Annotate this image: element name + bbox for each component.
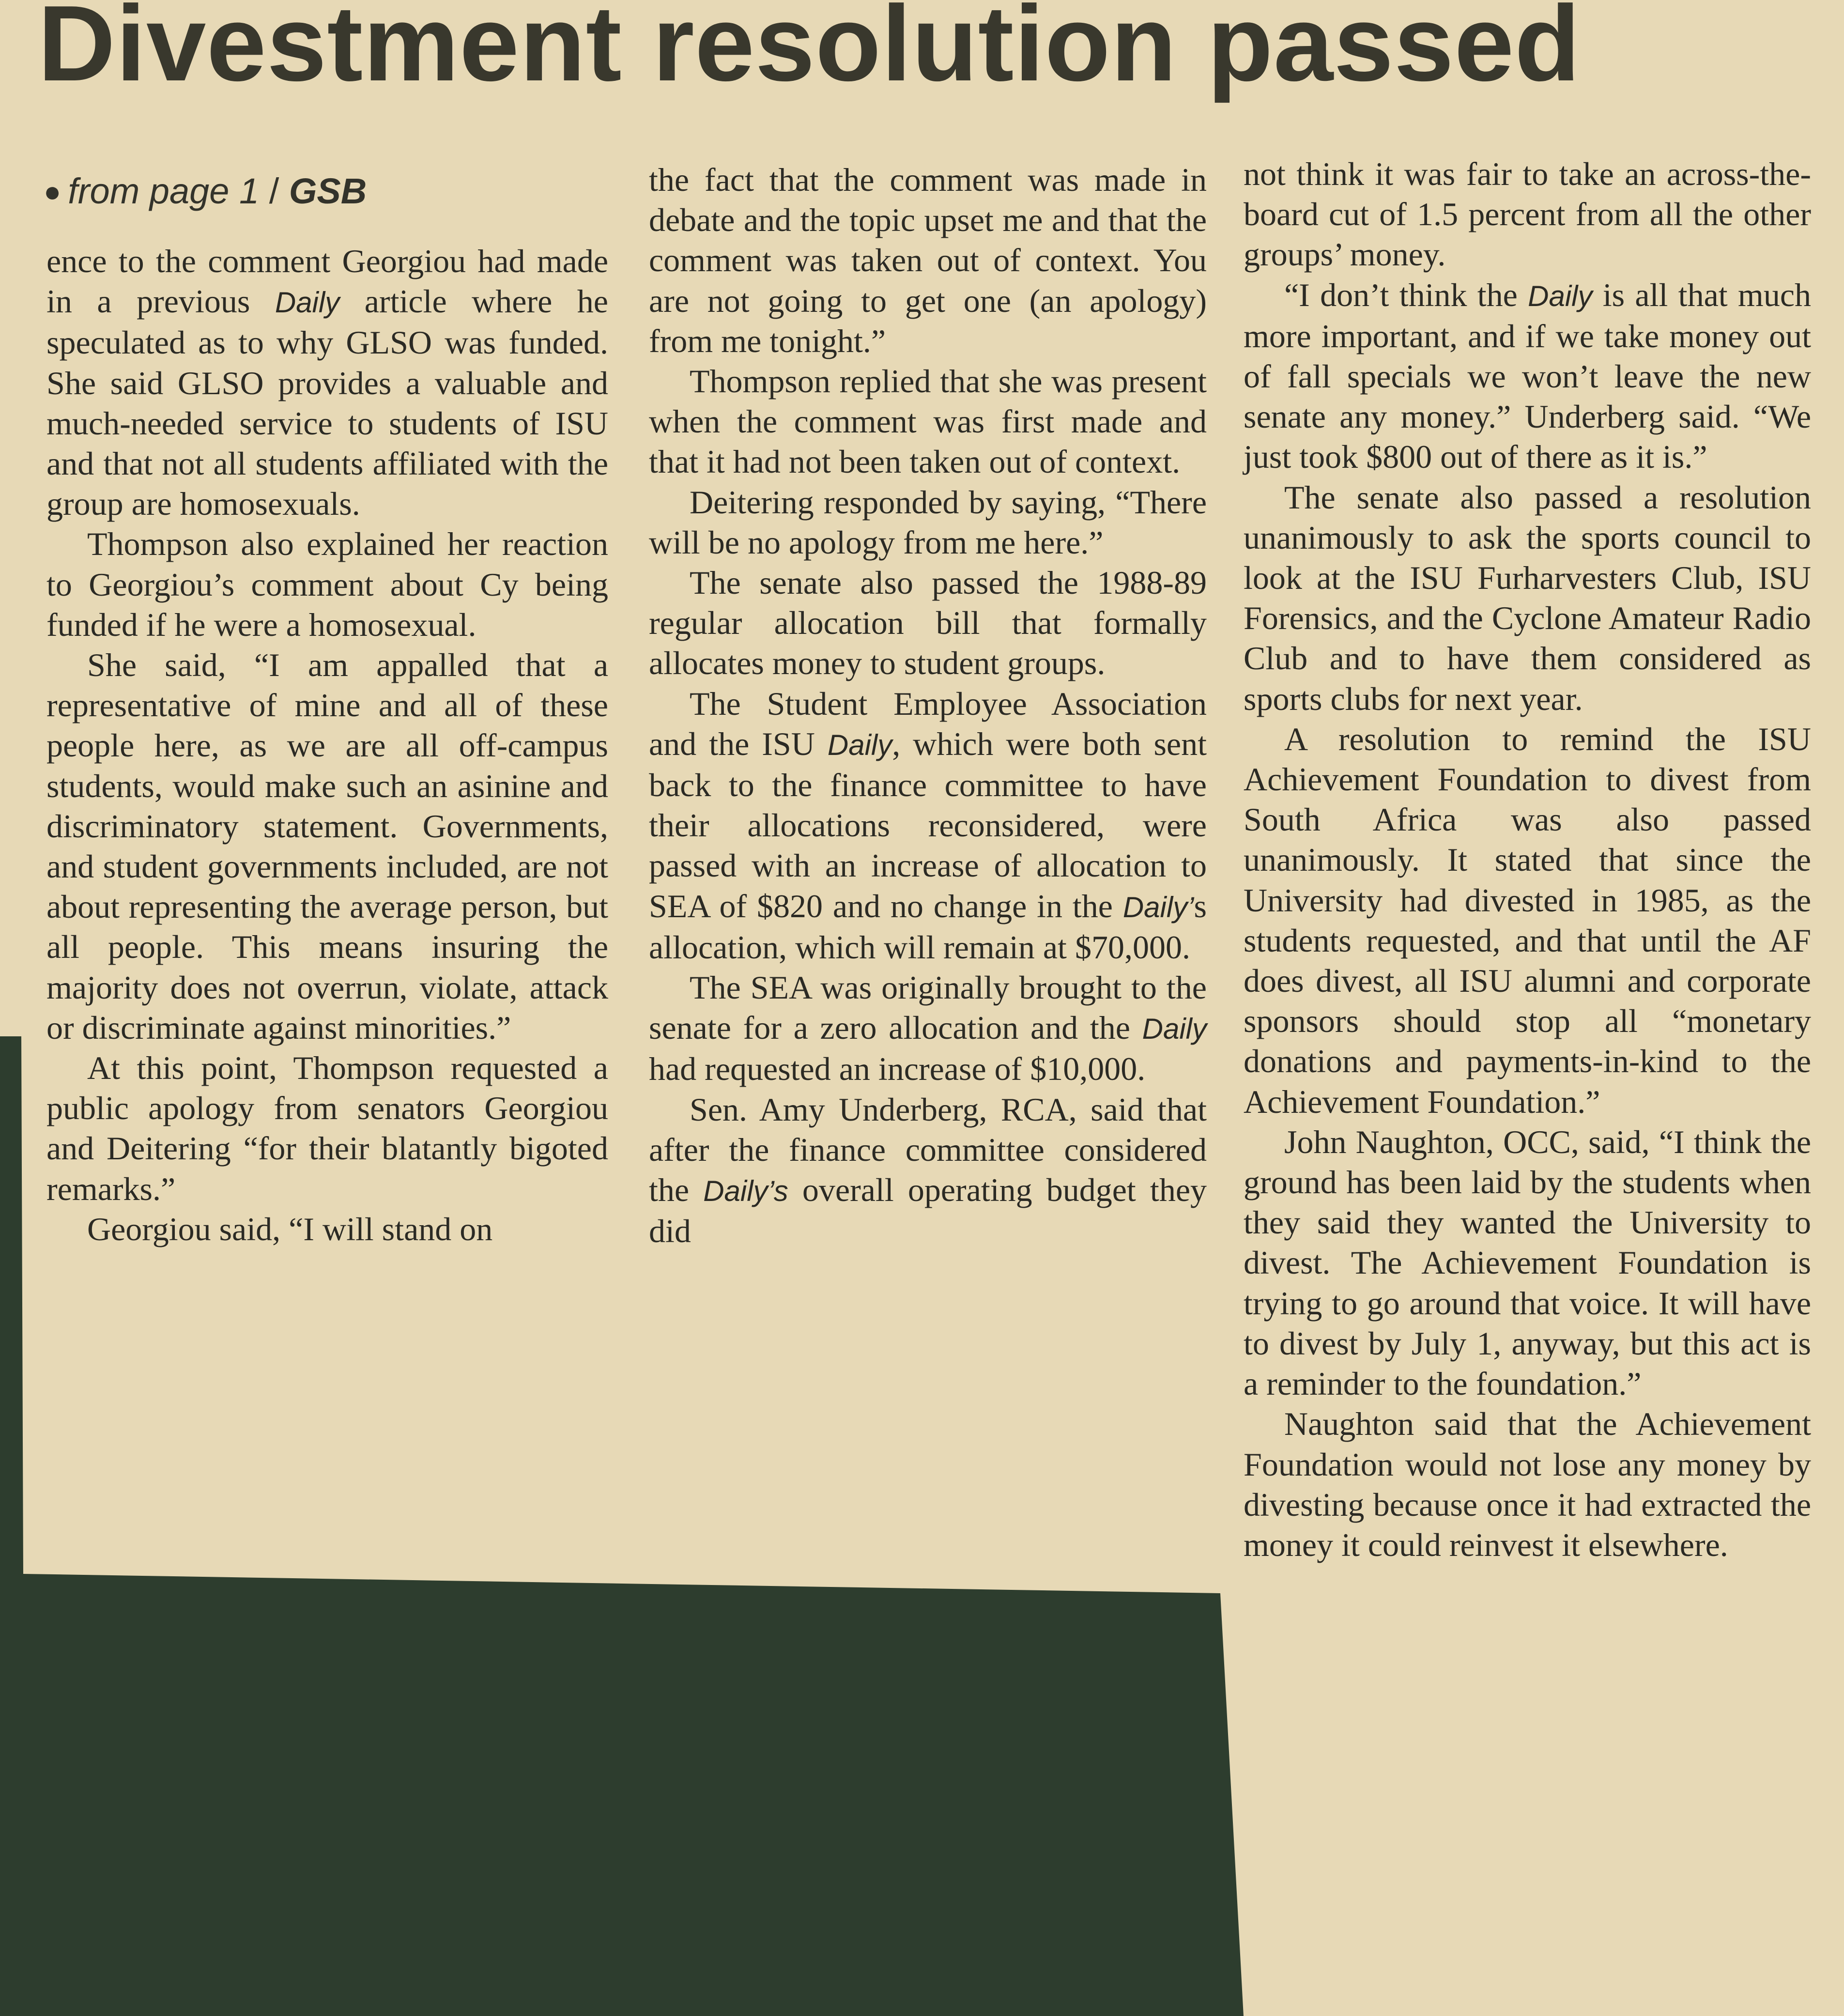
paragraph: Thompson also explained her reaction to Georgiou’s comment about Cy being funded if he were a homosexual. xyxy=(46,525,608,643)
page-reference: from page 1 xyxy=(68,171,260,211)
paragraph: Naughton said that the Achievement Foundation would not lose any money by divesting because once it had extracted the money it could reinvest it elsewhere. xyxy=(1244,1405,1811,1563)
section-tag: GSB xyxy=(289,171,367,211)
continuation-line xyxy=(44,170,367,212)
article-column-2 xyxy=(649,160,1207,1251)
paragraph: The senate also passed a resolution unanimously to ask the sports council to look at the ISU Furharvesters Club, ISU Forensics, and the Cyclone Amateur Radio Club and to have them considered as sports clubs for next year. xyxy=(1244,478,1811,717)
bullet-icon: ● xyxy=(44,175,61,208)
paragraph: not think it was fair to take an across-the-board cut of 1.5 percent from all the other groups’ money. xyxy=(1244,155,1811,273)
paragraph: the fact that the comment was made in debate and the topic upset me and that the comment was taken out of context. You are not going to get one (an apology) from me tonight.” xyxy=(649,161,1207,359)
separator: / xyxy=(259,171,289,211)
paragraph: Deitering responded by saying, “There will be no apology from me here.” xyxy=(649,483,1207,561)
paragraph: John Naughton, OCC, said, “I think the ground has been laid by the students when they said they wanted the University to divest. The Achievement Foundation is trying to go around that voice. It will have to divest by July 1, anyway, but this act is a reminder to the foundation.” xyxy=(1244,1123,1811,1402)
paragraph: A resolution to remind the ISU Achievement Foundation to divest from South Africa was also passed unanimously. It stated that since the University had divested in 1985, as the students requested, and that until the AF does divest, all ISU alumni and corporate sponsors should stop all “monetary donations and payments-in-kind to the Achievement Foundation.” xyxy=(1244,720,1811,1120)
paragraph: She said, “I am appalled that a representative of mine and all of these people here, as we are all off-campus students, would make such an asinine and discriminatory statement. Governments, and student governments included, are not about representing the average person, but all people. This means insuring the majority does not overrun, violate, attack or discriminate against minorities.” xyxy=(46,646,608,1046)
paragraph: Georgiou said, “I will stand on xyxy=(87,1210,493,1247)
paragraph: Sen. Amy Underberg, RCA, said that after the finance committee considered the Daily’s overall operating budget they did xyxy=(649,1091,1207,1250)
paragraph: The Student Employee Association and the ISU Daily, which were both sent back to the finance committee to have their allocations reconsidered, were passed with an increase of allocation to SEA of $820 and no change in the Daily’s allocation, which will remain at $70,000. xyxy=(649,685,1207,966)
headline: Divestment resolution passed xyxy=(38,0,1581,104)
paragraph: “I don’t think the Daily is all that much more important, and if we take money out of fall specials we won’t leave the new senate any money.” Underberg said. “We just took $800 out of there as it is.” xyxy=(1244,276,1811,476)
background-mat xyxy=(0,1036,21,1574)
article-column-1 xyxy=(46,241,608,1249)
paragraph: Thompson replied that she was present when the comment was first made and that it had not been taken out of context. xyxy=(649,363,1207,480)
article-column-3 xyxy=(1244,154,1811,1565)
paragraph: The SEA was originally brought to the senate for a zero allocation and the Daily had requested an increase of $10,000. xyxy=(649,969,1207,1088)
paragraph: ence to the comment Georgiou had made in a previous Daily article where he speculated as to why GLSO was funded. She said GLSO provides a valuable and much-needed service to students of ISU and that not all students affiliated with the group are homosexuals. xyxy=(46,243,608,523)
paragraph: The senate also passed the 1988-89 regular allocation bill that formally allocates money to student groups. xyxy=(649,564,1207,682)
paragraph: At this point, Thompson requested a public apology from senators Georgiou and Deitering “for their blatantly bigoted remarks.” xyxy=(46,1049,608,1207)
